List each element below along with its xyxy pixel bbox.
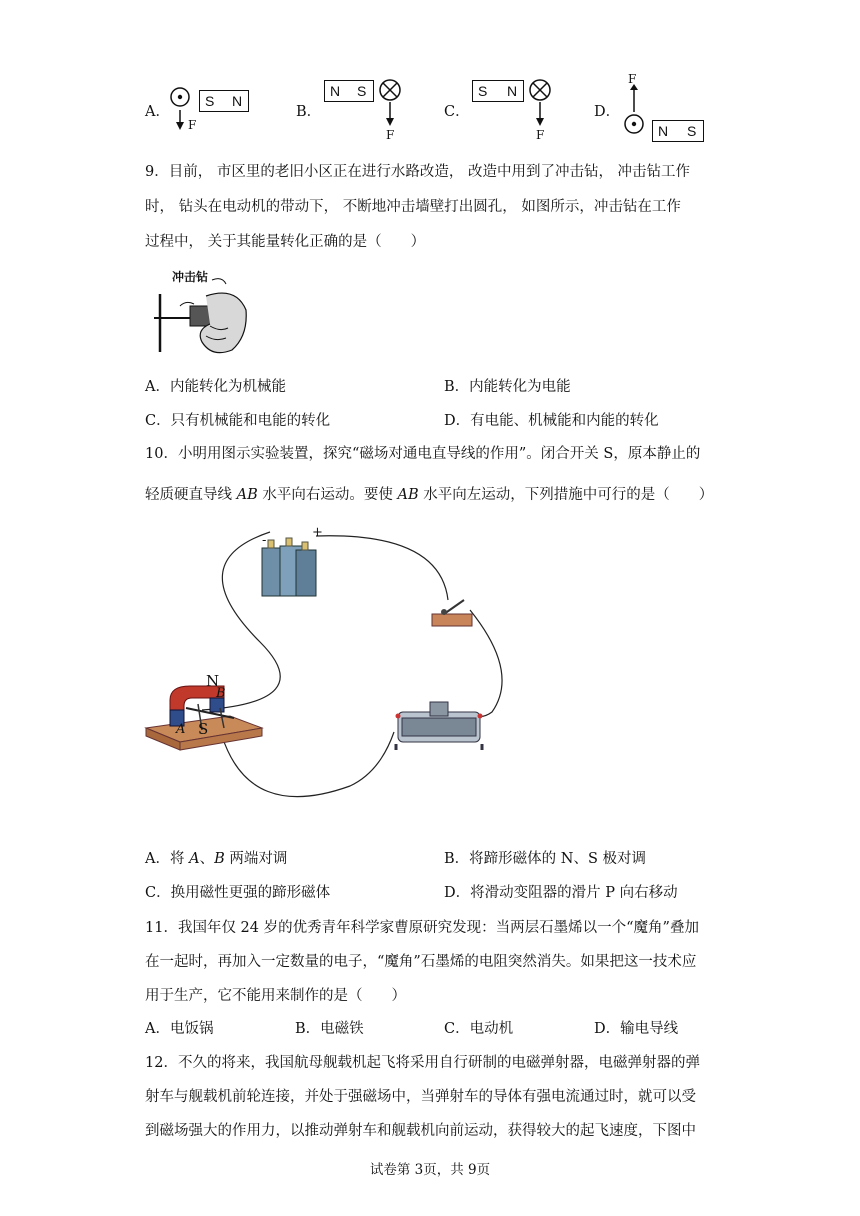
q10-option-a-post: 两端对调	[224, 851, 288, 867]
q8-d-force-label: F	[628, 72, 637, 86]
q12-line-2: 射车与舰载机前轮连接，并处于强磁场中，当弹射车的导体有强电流通过时，就可以受	[145, 1089, 696, 1105]
q9-line-2: 时， 钻头在电动机的带动下， 不断地冲击墙壁打出圆孔， 如图所示，冲击钻在工作	[145, 199, 681, 215]
q11-option-c: C．电动机	[444, 1021, 514, 1037]
q8-a-pole-left: S	[205, 93, 215, 109]
q9-option-d: D．有电能、机械能和内能的转化	[444, 413, 659, 429]
q9-line-1: 9．目前， 市区里的老旧小区正在进行水路改造， 改造中用到了冲击钻， 冲击钻工作	[145, 164, 691, 180]
page-footer: 试卷第 3页，共 9页	[369, 1162, 491, 1178]
q12-line-1: 12．不久的将来，我国航母舰载机起飞将采用自行研制的电磁弹射器，电磁弹射器的弹	[145, 1055, 700, 1071]
q10-option-a-end-a: A	[189, 851, 200, 867]
q8-a-force-label: F	[188, 118, 197, 132]
q8-b-pole-left: N	[330, 83, 341, 99]
q12-line-3: 到磁场强大的作用力，以推动弹射车和舰载机向前运动，获得较大的起飞速度，下图中	[145, 1123, 696, 1139]
q10-line-2-ab-1: AB	[236, 487, 258, 503]
q8-d-magnet	[652, 120, 704, 142]
q11-option-d: D．输电导线	[594, 1021, 679, 1037]
q8-a-magnet	[199, 90, 249, 112]
q10-option-a-sep: 、	[199, 851, 215, 867]
q8-option-b-label: B．	[296, 104, 322, 120]
q8-d-pole-left: N	[658, 123, 669, 139]
q9-option-c: C．只有机械能和电能的转化	[145, 413, 331, 429]
q10-line-2-part-a: 轻质硬直导线	[145, 487, 237, 503]
q11-line-2: 在一起时，再加入一定数量的电子，“魔角”石墨烯的电阻突然消失。如果把这一技术应	[145, 954, 697, 970]
q8-c-pole-right: N	[507, 83, 518, 99]
magnet-s-label: S	[198, 720, 209, 738]
battery-plus-label: +	[312, 525, 323, 540]
q9-option-b: B．内能转化为电能	[444, 379, 571, 395]
q8-b-current-cross-icon	[378, 78, 406, 132]
q9-option-a: A．内能转化为机械能	[145, 379, 286, 395]
q8-d-pole-right: S	[687, 123, 697, 139]
magnet-n-label: N	[206, 672, 220, 690]
q10-option-a	[145, 849, 287, 869]
q9-line-3: 过程中， 关于其能量转化正确的是（ ）	[145, 234, 426, 250]
wire-end-b-label: B	[216, 686, 226, 701]
q8-c-current-cross-icon	[528, 78, 556, 132]
q10-line-2-part-b: 水平向右运动。要使	[257, 487, 398, 503]
q10-option-a-end-b: B	[214, 851, 225, 867]
q8-option-a-label: A．	[145, 104, 170, 120]
q8-b-force-label: F	[386, 128, 395, 142]
q11-line-1: 11．我国年仅 24 岁的优秀青年科学家曹原研究发现：当两层石墨烯以一个“魔角”叠加	[145, 920, 699, 936]
q11-option-a: A．电饭锅	[145, 1021, 214, 1037]
q8-option-d-label: D．	[594, 104, 621, 120]
q10-option-a-pre: A．将	[145, 851, 190, 867]
rheostat-icon	[396, 702, 483, 750]
q8-b-magnet	[324, 80, 374, 102]
q11-option-b: B．电磁铁	[295, 1021, 364, 1037]
q8-c-magnet	[472, 80, 524, 102]
wire-battery-to-switch	[316, 536, 448, 600]
q8-d-current-dot-icon	[620, 84, 648, 142]
q10-circuit-figure	[140, 522, 520, 822]
battery-minus-label: -	[262, 533, 267, 548]
battery-icon	[262, 538, 316, 596]
q8-c-pole-left: S	[478, 83, 488, 99]
q10-line-1: 10．小明用图示实验装置，探究“磁场对通电直导线的作用”。闭合开关 S，原本静止的	[145, 446, 701, 462]
q11-line-3: 用于生产，它不能用来制作的是（ ）	[145, 988, 406, 1004]
q9-figure-label: 冲击钻	[172, 270, 209, 284]
horseshoe-magnet-icon	[146, 686, 262, 750]
wire-rheostat-to-magnet	[222, 732, 394, 797]
switch-icon	[432, 600, 472, 626]
q9-impact-drill-figure	[150, 266, 250, 358]
q8-option-c-label: C．	[444, 104, 470, 120]
q10-option-d: D．将滑动变阻器的滑片 P 向右移动	[444, 885, 678, 901]
q10-line-2-part-c: 水平向左运动，下列措施中可行的是（ ）	[418, 487, 714, 503]
q10-line-2-ab-2: AB	[397, 487, 419, 503]
drill-icon	[150, 266, 250, 358]
q10-line-2	[145, 485, 713, 505]
wire-switch-to-rheostat	[470, 610, 502, 717]
q10-option-c: C．换用磁性更强的蹄形磁体	[145, 885, 331, 901]
q10-option-b: B．将蹄形磁体的 N、S 极对调	[444, 851, 646, 867]
q8-c-force-label: F	[536, 128, 545, 142]
q8-a-pole-right: N	[232, 93, 243, 109]
q8-b-pole-right: S	[357, 83, 367, 99]
wire-end-a-label: A	[176, 722, 186, 737]
